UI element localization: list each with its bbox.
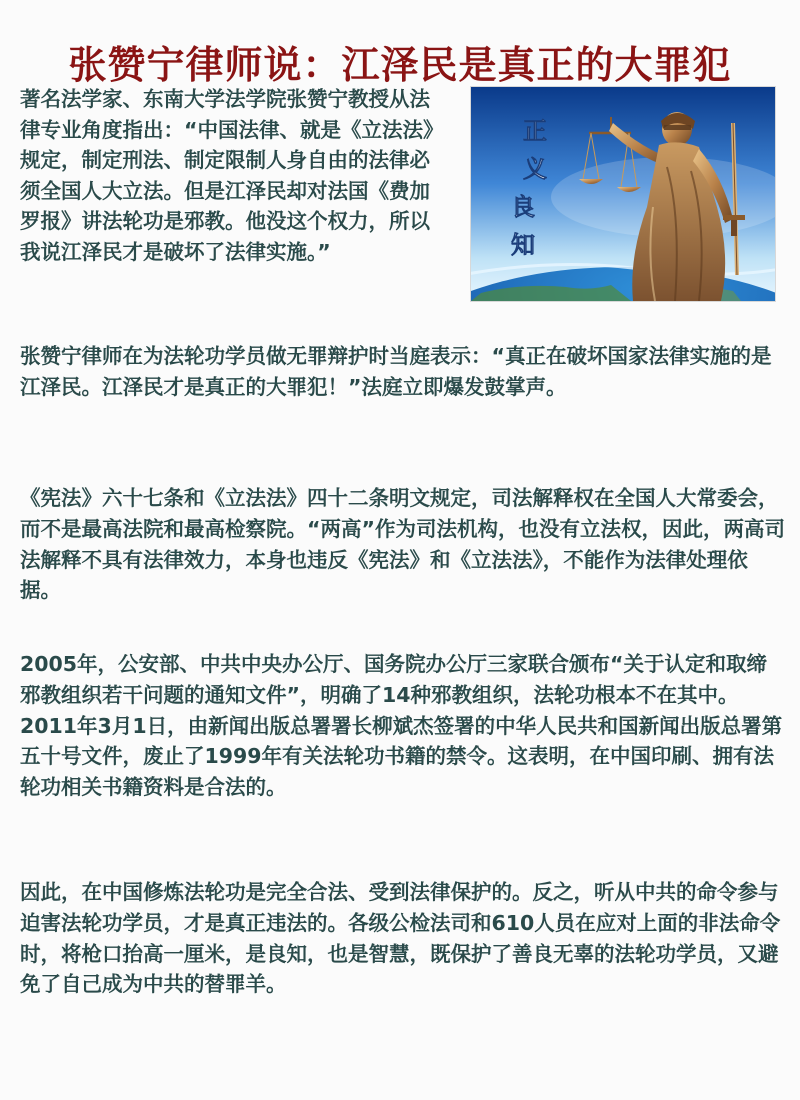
body-paragraph: 2005年，公安部、中共中央办公厅、国务院办公厅三家联合颁布“关于认定和取缔邪教组织若干问题的通知文件”，明确了14种邪教组织，法轮功根本不在其中。2011年3月1日，由新闻出版总署署长柳斌杰签署的中华人民共和国新闻出版总署第五十号文件，废止了1999年有关法轮功书籍的禁令。这表明，在中国印刷、拥有法轮功相关书籍资料是合法的。 bbox=[20, 652, 783, 800]
body-paragraph: 张赞宁律师在为法轮功学员做无罪辩护时当庭表示：“真正在破坏国家法律实施的是江泽民。江泽民才是真正的大罪犯！”法庭立即爆发鼓掌声。 bbox=[20, 344, 772, 399]
caption-char: 义 bbox=[523, 155, 547, 183]
body-paragraph: 《宪法》六十七条和《立法法》四十二条明文规定，司法解释权在全国人大常委会，而不是最高法院和最高检察院。“两高”作为司法机构，也没有立法权，因此，两高司法解释不具有法律效力，本身也违反《宪法》和《立法法》，不能作为法律处理依据。 bbox=[20, 486, 785, 603]
caption-char: 知 bbox=[511, 231, 535, 259]
article-title: 张赞宁律师说：江泽民是真正的大罪犯 bbox=[68, 43, 732, 88]
intro-paragraph: 著名法学家、东南大学法学院张赞宁教授从法律专业角度指出：“中国法律、就是《立法法》规定，制定刑法、制定限制人身自由的法律必须全国人大立法。但是江泽民却对法国《费加罗报》讲法轮功是邪教。他没这个权力，所以我说江泽民才是破坏了法律实施。” bbox=[20, 87, 444, 264]
body-paragraph: 因此，在中国修炼法轮功是完全合法、受到法律保护的。反之，听从中共的命令参与迫害法轮功学员，才是真正违法的。各级公检法司和610人员在应对上面的非法命令时，将枪口抬高一厘米，是良知，也是智慧，既保护了善良无辜的法轮功学员，又避免了自己成为中共的替罪羊。 bbox=[20, 880, 781, 997]
justice-image bbox=[470, 86, 776, 302]
caption-char: 正 bbox=[523, 117, 547, 145]
justice-statue-illustration bbox=[471, 87, 775, 301]
caption-char: 良 bbox=[511, 193, 535, 221]
